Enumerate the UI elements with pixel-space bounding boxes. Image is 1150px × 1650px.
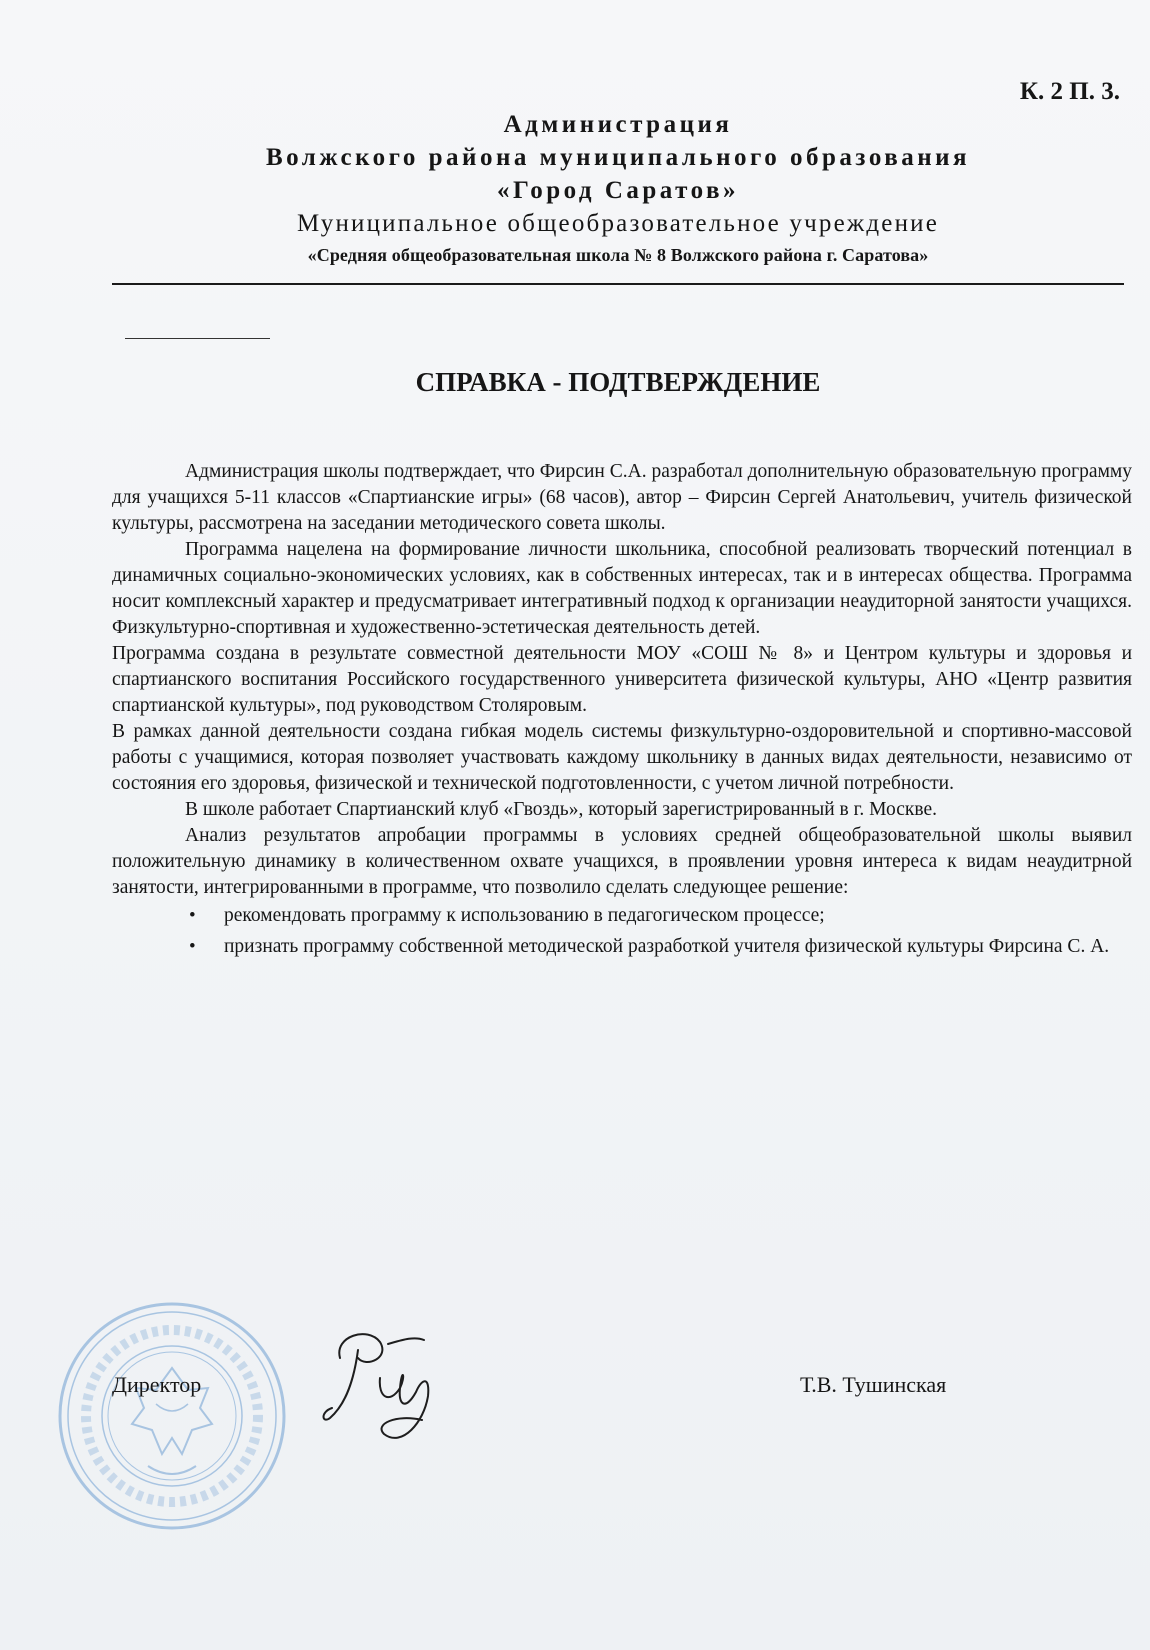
page-number: К. 2 П. 3. xyxy=(1019,78,1120,105)
letterhead-line-administration: Администрация xyxy=(503,111,733,138)
list-item xyxy=(112,903,1132,929)
list-item-text: рекомендовать программу к использованию в педагогическом процессе; xyxy=(224,905,825,926)
paragraph-confirmation: Администрация школы подтверждает, что Фирсин С.А. разработал дополнительную образовательную программу для учащихся 5-11 классов «Спартианские игры» (68 часов), автор – Фирсин Сергей Анатольевич, учитель физической культуры, рассмотрена на заседании методического совета школы. xyxy=(112,461,1132,534)
list-item-text: признать программу собственной методической разработкой учителя физической культуры Фирсина С. А. xyxy=(224,936,1110,957)
letterhead-line-school-name: «Средняя общеобразовательная школа № 8 Волжского района г. Саратова» xyxy=(307,245,929,265)
document-body xyxy=(112,459,1132,965)
reference-number-line xyxy=(125,338,270,339)
list-item xyxy=(112,934,1132,960)
bullet-icon: • xyxy=(189,936,196,957)
paragraph-club: В школе работает Спартианский клуб «Гвоздь», который зарегистрированный в г. Москве. xyxy=(185,799,938,820)
bullet-icon: • xyxy=(189,905,196,926)
signatory-position: Директор xyxy=(112,1372,202,1397)
letterhead-line-institution-type: Муниципальное общеобразовательное учреждение xyxy=(296,210,940,237)
official-stamp-icon xyxy=(52,1296,292,1536)
letterhead-divider xyxy=(112,283,1124,285)
signatory-name: Т.В. Тушинская xyxy=(800,1372,947,1397)
letterhead-line-district: Волжского района муниципального образования xyxy=(265,144,971,171)
paragraph-model: В рамках данной деятельности создана гибкая модель системы физкультурно-оздоровительной и спортивно-массовой работы с учащимися, которая позволяет участвовать каждому школьнику в данных видах деятельности, независимо от состояния его здоровья, физической и технической подготовленности, с учетом личной потребности. xyxy=(112,721,1132,794)
paragraph-program-goal: Программа нацелена на формирование личности школьника, способной реализовать творческий потенциал в динамичных социально-экономических условиях, как в собственных интересах, так и в интересах общества. Программа носит комплексный характер и предусматривает интегративный подход к организации неаудиторной занятости учащихся. Физкультурно-спортивная и художественно-эстетическая деятельность детей. xyxy=(112,539,1132,638)
letterhead xyxy=(112,108,1124,270)
paragraph-program-origin: Программа создана в результате совместной деятельности МОУ «СОШ № 8» и Центром культуры и здоровья и спартианского воспитания Российского государственного университета физической культуры, АНО «Центр развития спартианской культуры», под руководством Столяровым. xyxy=(112,643,1132,716)
letterhead-line-city: «Город Саратов» xyxy=(497,177,739,204)
handwritten-signature-icon xyxy=(318,1318,468,1458)
document-title: СПРАВКА - ПОДТВЕРЖДЕНИЕ xyxy=(415,367,821,397)
paragraph-analysis: Анализ результатов апробации программы в условиях средней общеобразовательной школы выявил положительную динамику в количественном охвате учащихся, в проявлении уровня интереса к видам неаудитрной занятости, интегрированными в программе, что позволило сделать следующее решение: xyxy=(112,825,1132,898)
decision-list xyxy=(112,903,1132,960)
